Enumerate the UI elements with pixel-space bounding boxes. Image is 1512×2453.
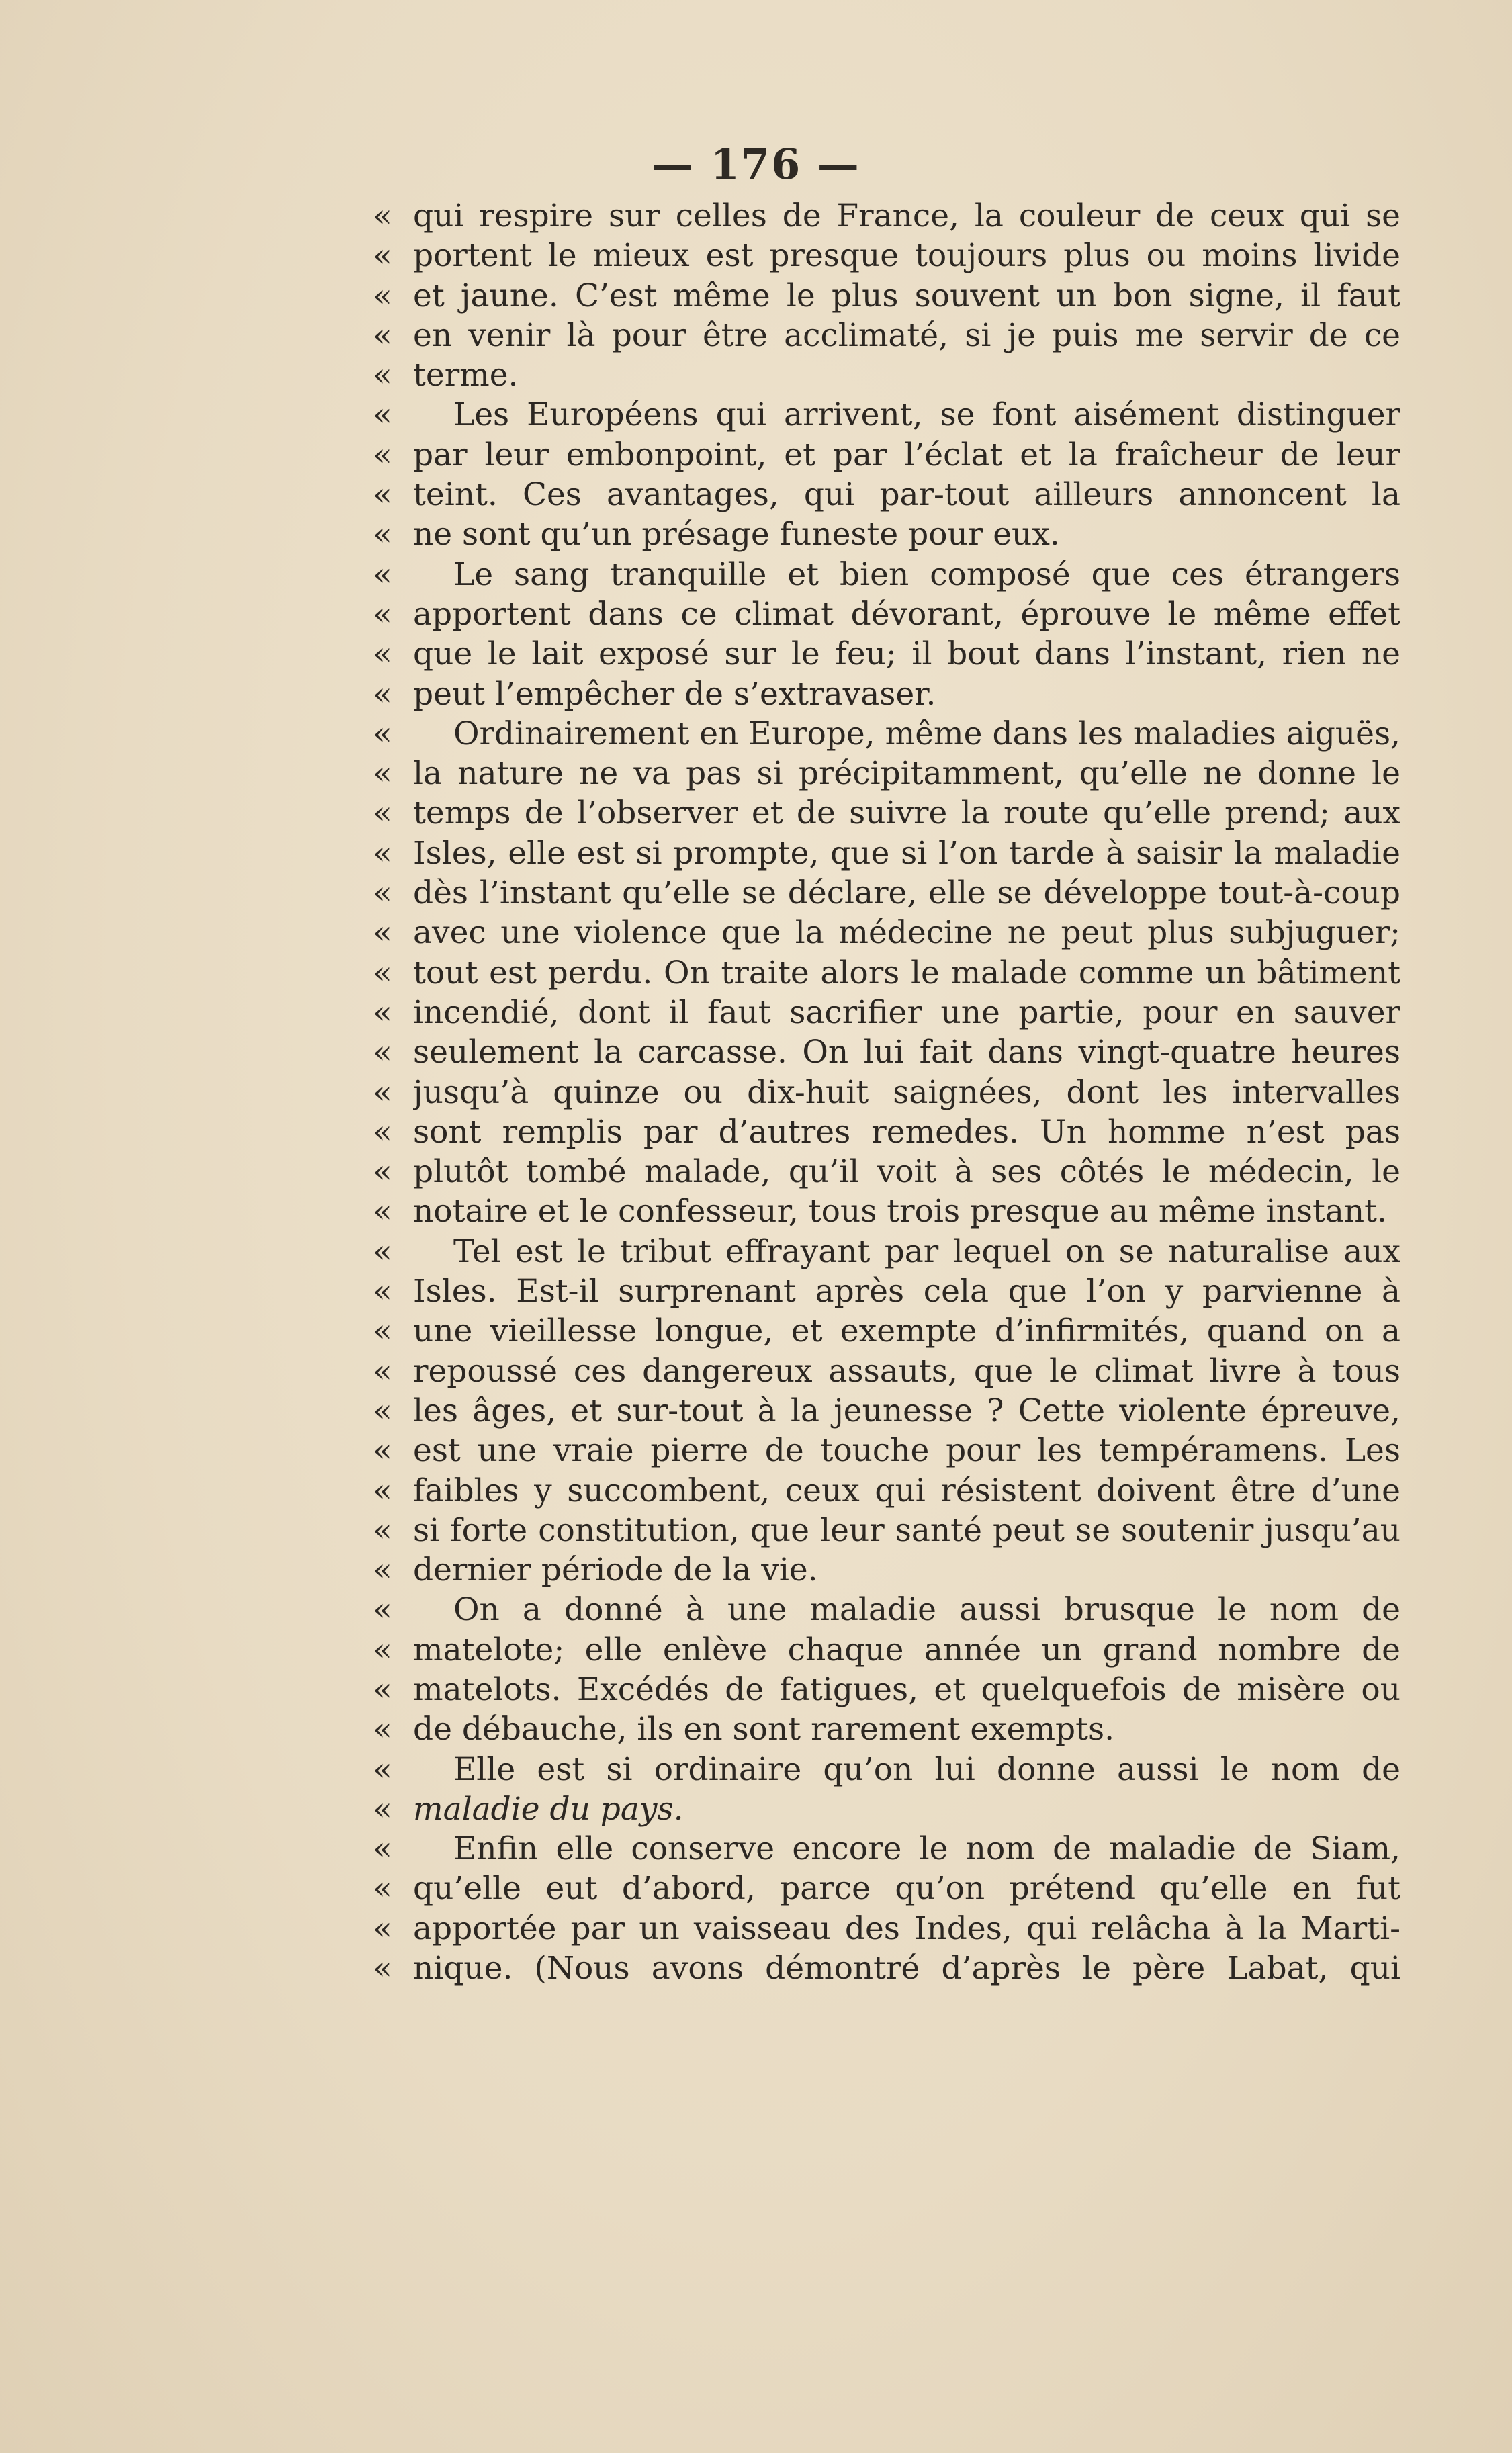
line-text: peut l’empêcher de s’extravaser. <box>413 675 936 713</box>
line-text: Elle est si ordinaire qu’on lui donne aussi le nom de <box>453 1750 1400 1788</box>
text-line <box>373 555 1400 594</box>
line-text: qu’elle eut d’abord, parce qu’on prétend qu’elle en fut <box>413 1870 1400 1908</box>
text-line <box>373 993 1400 1032</box>
guillemet-mark: « <box>373 635 392 673</box>
guillemet-mark: « <box>373 357 392 394</box>
text-line <box>373 1471 1400 1511</box>
guillemet-mark: « <box>373 1034 392 1071</box>
text-line <box>373 913 1400 952</box>
text-line <box>373 594 1400 634</box>
guillemet-mark: « <box>373 1591 392 1629</box>
line-text: On a donné à une maladie aussi brusque le nom de <box>453 1591 1400 1629</box>
line-text: faibles y succombent, ceux qui résistent doivent être d’une <box>413 1472 1400 1509</box>
text-line <box>373 1590 1400 1630</box>
text-line <box>373 1032 1400 1072</box>
text-line <box>373 515 1400 554</box>
line-text: une vieillesse longue, et exempte d’infirmités, quand on a <box>413 1312 1400 1350</box>
line-text: Le sang tranquille et bien composé que ces étrangers <box>453 555 1400 593</box>
guillemet-mark: « <box>373 516 392 553</box>
text-line <box>373 395 1400 435</box>
text-line <box>373 1550 1400 1590</box>
line-text: en venir là pour être acclimaté, si je puis me servir de ce <box>413 316 1400 354</box>
guillemet-mark: « <box>373 875 392 912</box>
guillemet-mark: « <box>373 436 392 474</box>
guillemet-mark: « <box>373 1153 392 1191</box>
text-line <box>373 1272 1400 1311</box>
text-line <box>373 1431 1400 1470</box>
guillemet-mark: « <box>373 197 392 234</box>
line-text: et jaune. C’est même le plus souvent un bon signe, il faut <box>413 277 1400 314</box>
guillemet-mark: « <box>373 914 392 952</box>
line-text: Ordinairement en Europe, même dans les maladies aiguës, <box>453 715 1400 752</box>
guillemet-mark: « <box>373 1750 392 1788</box>
line-text: dernier période de la vie. <box>413 1552 818 1589</box>
line-text: apportent dans ce climat dévorant, éprouve le même effet <box>413 595 1400 633</box>
text-line <box>373 634 1400 674</box>
line-text: incendié, dont il faut sacrifier une partie, pour en sauver <box>413 993 1400 1031</box>
guillemet-mark: « <box>373 237 392 275</box>
line-text: matelote; elle enlève chaque année un grand nombre de <box>413 1631 1400 1668</box>
guillemet-mark: « <box>373 277 392 314</box>
guillemet-mark: « <box>373 1950 392 1988</box>
text-line <box>373 1112 1400 1152</box>
line-text: que le lait exposé sur le feu; il bout dans l’instant, rien ne <box>413 635 1400 673</box>
text-line <box>373 714 1400 754</box>
line-text: nique. (Nous avons démontré d’après le père Labat, qui <box>413 1950 1400 1988</box>
text-line <box>373 1869 1400 1908</box>
line-text: jusqu’à quinze ou dix-huit saignées, dont les intervalles <box>413 1073 1400 1111</box>
guillemet-mark: « <box>373 1273 392 1310</box>
line-text: Enfin elle conserve encore le nom de maladie de Siam, <box>453 1830 1400 1868</box>
guillemet-mark: « <box>373 396 392 434</box>
text-line <box>373 1192 1400 1231</box>
text-line <box>373 1750 1400 1789</box>
line-text: terme. <box>413 357 519 394</box>
text-line <box>373 1391 1400 1431</box>
guillemet-mark: « <box>373 954 392 991</box>
line-text: temps de l’observer et de suivre la route qu’elle prend; aux <box>413 795 1400 832</box>
body-text <box>373 196 1400 1988</box>
line-text: matelots. Excédés de fatigues, et quelquefois de misère ou <box>413 1670 1400 1708</box>
text-line <box>373 196 1400 236</box>
text-line <box>373 1829 1400 1869</box>
line-text: de débauche, ils en sont rarement exempts. <box>413 1711 1115 1748</box>
guillemet-mark: « <box>373 1472 392 1509</box>
line-text: si forte constitution, que leur santé peut se soutenir jusqu’au <box>413 1511 1400 1549</box>
guillemet-mark: « <box>373 1511 392 1549</box>
text-line <box>373 1152 1400 1192</box>
text-line <box>373 793 1400 833</box>
guillemet-mark: « <box>373 1233 392 1270</box>
guillemet-mark: « <box>373 1432 392 1470</box>
line-text: Les Européens qui arrivent, se font aisément distinguer <box>453 396 1400 434</box>
guillemet-mark: « <box>373 755 392 793</box>
guillemet-mark: « <box>373 1870 392 1908</box>
guillemet-mark: « <box>373 1670 392 1708</box>
line-text: repoussé ces dangereux assauts, que le climat livre à tous <box>413 1352 1400 1390</box>
text-line <box>373 953 1400 993</box>
text-line <box>373 1630 1400 1670</box>
line-text: Isles. Est-il surprenant après cela que l’on y parvienne à <box>413 1273 1400 1310</box>
line-text: plutôt tombé malade, qu’il voit à ses côtés le médecin, le <box>413 1153 1400 1191</box>
line-text: teint. Ces avantages, qui par-tout ailleurs annoncent la <box>413 476 1400 514</box>
guillemet-mark: « <box>373 993 392 1031</box>
page-number: — 176 — <box>652 140 860 189</box>
text-line <box>373 674 1400 714</box>
line-text: est une vraie pierre de touche pour les tempéramens. Les <box>413 1432 1400 1470</box>
guillemet-mark: « <box>373 1113 392 1151</box>
guillemet-mark: « <box>373 1830 392 1868</box>
guillemet-mark: « <box>373 1552 392 1589</box>
text-line <box>373 873 1400 913</box>
text-line <box>373 435 1400 475</box>
guillemet-mark: « <box>373 555 392 593</box>
guillemet-mark: « <box>373 675 392 713</box>
text-line <box>373 1232 1400 1272</box>
line-text: seulement la carcasse. On lui fait dans vingt-quatre heures <box>413 1034 1400 1071</box>
guillemet-mark: « <box>373 1790 392 1828</box>
text-line <box>373 316 1400 355</box>
line-text: tout est perdu. On traite alors le malade comme un bâtiment <box>413 954 1400 991</box>
guillemet-mark: « <box>373 595 392 633</box>
guillemet-mark: « <box>373 795 392 832</box>
guillemet-mark: « <box>373 715 392 752</box>
text-line <box>373 1073 1400 1112</box>
guillemet-mark: « <box>373 1312 392 1350</box>
text-line <box>373 1709 1400 1749</box>
line-text: notaire et le confesseur, tous trois presque au même instant. <box>413 1193 1387 1231</box>
text-line <box>373 1511 1400 1550</box>
text-line <box>373 236 1400 275</box>
text-line <box>373 1311 1400 1351</box>
text-line <box>373 1670 1400 1709</box>
guillemet-mark: « <box>373 1910 392 1947</box>
guillemet-mark: « <box>373 1711 392 1748</box>
line-text: apportée par un vaisseau des Indes, qui relâcha à la Marti- <box>413 1910 1400 1947</box>
text-line <box>373 475 1400 515</box>
guillemet-mark: « <box>373 834 392 872</box>
guillemet-mark: « <box>373 1352 392 1390</box>
guillemet-mark: « <box>373 1073 392 1111</box>
text-line <box>373 276 1400 316</box>
text-line <box>373 1949 1400 1988</box>
line-text: par leur embonpoint, et par l’éclat et la fraîcheur de leur <box>413 436 1400 474</box>
text-line <box>373 1789 1400 1829</box>
line-text: la nature ne va pas si précipitamment, qu’elle ne donne le <box>413 755 1400 793</box>
line-text: ne sont qu’un présage funeste pour eux. <box>413 516 1060 553</box>
line-text: les âges, et sur-tout à la jeunesse ? Cette violente épreuve, <box>413 1392 1400 1429</box>
line-text: Tel est le tribut effrayant par lequel on se naturalise aux <box>453 1233 1400 1270</box>
text-line <box>373 754 1400 793</box>
line-text: qui respire sur celles de France, la couleur de ceux qui se <box>413 197 1400 234</box>
guillemet-mark: « <box>373 1631 392 1668</box>
line-text: dès l’instant qu’elle se déclare, elle se développe tout-à-coup <box>413 875 1400 912</box>
text-line <box>373 834 1400 873</box>
guillemet-mark: « <box>373 316 392 354</box>
text-line <box>373 1351 1400 1391</box>
line-text: sont remplis par d’autres remedes. Un homme n’est pas <box>413 1113 1400 1151</box>
line-text: maladie du pays. <box>413 1790 684 1828</box>
guillemet-mark: « <box>373 476 392 514</box>
line-text: avec une violence que la médecine ne peut plus subjuguer; <box>413 914 1400 952</box>
guillemet-mark: « <box>373 1193 392 1231</box>
line-text: Isles, elle est si prompte, que si l’on tarde à saisir la maladie <box>413 834 1400 872</box>
text-line <box>373 1909 1400 1949</box>
text-line <box>373 355 1400 395</box>
guillemet-mark: « <box>373 1392 392 1429</box>
line-text: portent le mieux est presque toujours plus ou moins livide <box>413 237 1400 275</box>
